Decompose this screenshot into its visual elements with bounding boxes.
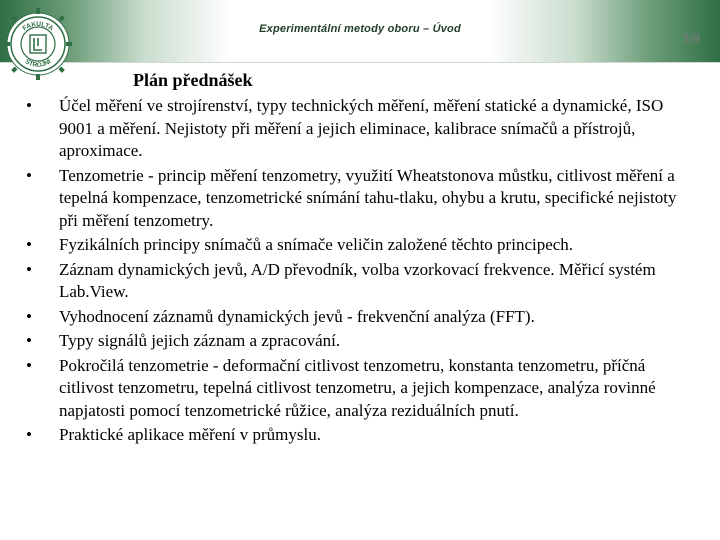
list-item-text: Účel měření ve strojírenství, typy technických měření, měření statické a dynamické, ISO 9001 a měření. Nejistoty při měření a jejich eliminace, kalibrace snímačů a přístrojů, aproximace. <box>59 96 664 160</box>
list-item <box>26 259 696 304</box>
bullet-icon: • <box>26 331 32 350</box>
lecture-plan-list <box>26 95 696 449</box>
page-number: 3/8 <box>681 31 700 46</box>
list-item-text: Vyhodnocení záznamů dynamických jevů - frekvenční analýza (FFT). <box>59 306 535 326</box>
bullet-icon: • <box>26 165 32 185</box>
slide-title: Plán přednášek <box>133 70 253 90</box>
list-item-text: Fyzikálních principy snímačů a snímače veličin založené těchto principech. <box>59 235 574 254</box>
list-item-text: Typy signálů jejich záznam a zpracování. <box>59 331 341 350</box>
bullet-icon: • <box>26 235 32 254</box>
list-item <box>26 234 696 257</box>
list-item <box>26 330 696 353</box>
list-item <box>26 355 696 423</box>
faculty-seal-logo <box>4 2 72 86</box>
list-item <box>26 165 696 233</box>
list-item <box>26 424 696 447</box>
svg-text:FAKULTA: FAKULTA <box>21 20 55 33</box>
bullet-icon: • <box>26 355 32 375</box>
list-item-text: Praktické aplikace měření v průmyslu. <box>59 425 321 444</box>
bullet-icon: • <box>26 259 32 279</box>
header-title: Experimentální metody oboru – Úvod <box>259 23 461 35</box>
bullet-icon: • <box>26 96 32 115</box>
list-item <box>26 306 696 329</box>
list-item <box>26 95 696 163</box>
list-item-text: Pokročilá tenzometrie - deformační citlivost tenzometru, konstanta tenzometru, příčná citlivost tenzometru, tepelná citlivost tenzometru, a jejich kompenzace, analýza rovinné napjatosti pomocí tenzometrické růžice, analýza reziduálních pnutí. <box>59 355 656 420</box>
svg-text:STROJNÍ: STROJNÍ <box>23 58 53 69</box>
list-item-text: Tenzometrie - princip měření tenzometry, využití Wheatstonova můstku, citlivost měření a tepelná kompenzace, tenzometrické snímání tahu-tlaku, ohybu a krutu, specifické nejistoty při měření tenzometry. <box>59 165 677 230</box>
bullet-icon: • <box>26 306 32 326</box>
list-item-text: Záznam dynamických jevů, A/D převodník, volba vzorkovací frekvence. Měřicí systém Lab.View. <box>59 259 656 301</box>
bullet-icon: • <box>26 425 32 444</box>
